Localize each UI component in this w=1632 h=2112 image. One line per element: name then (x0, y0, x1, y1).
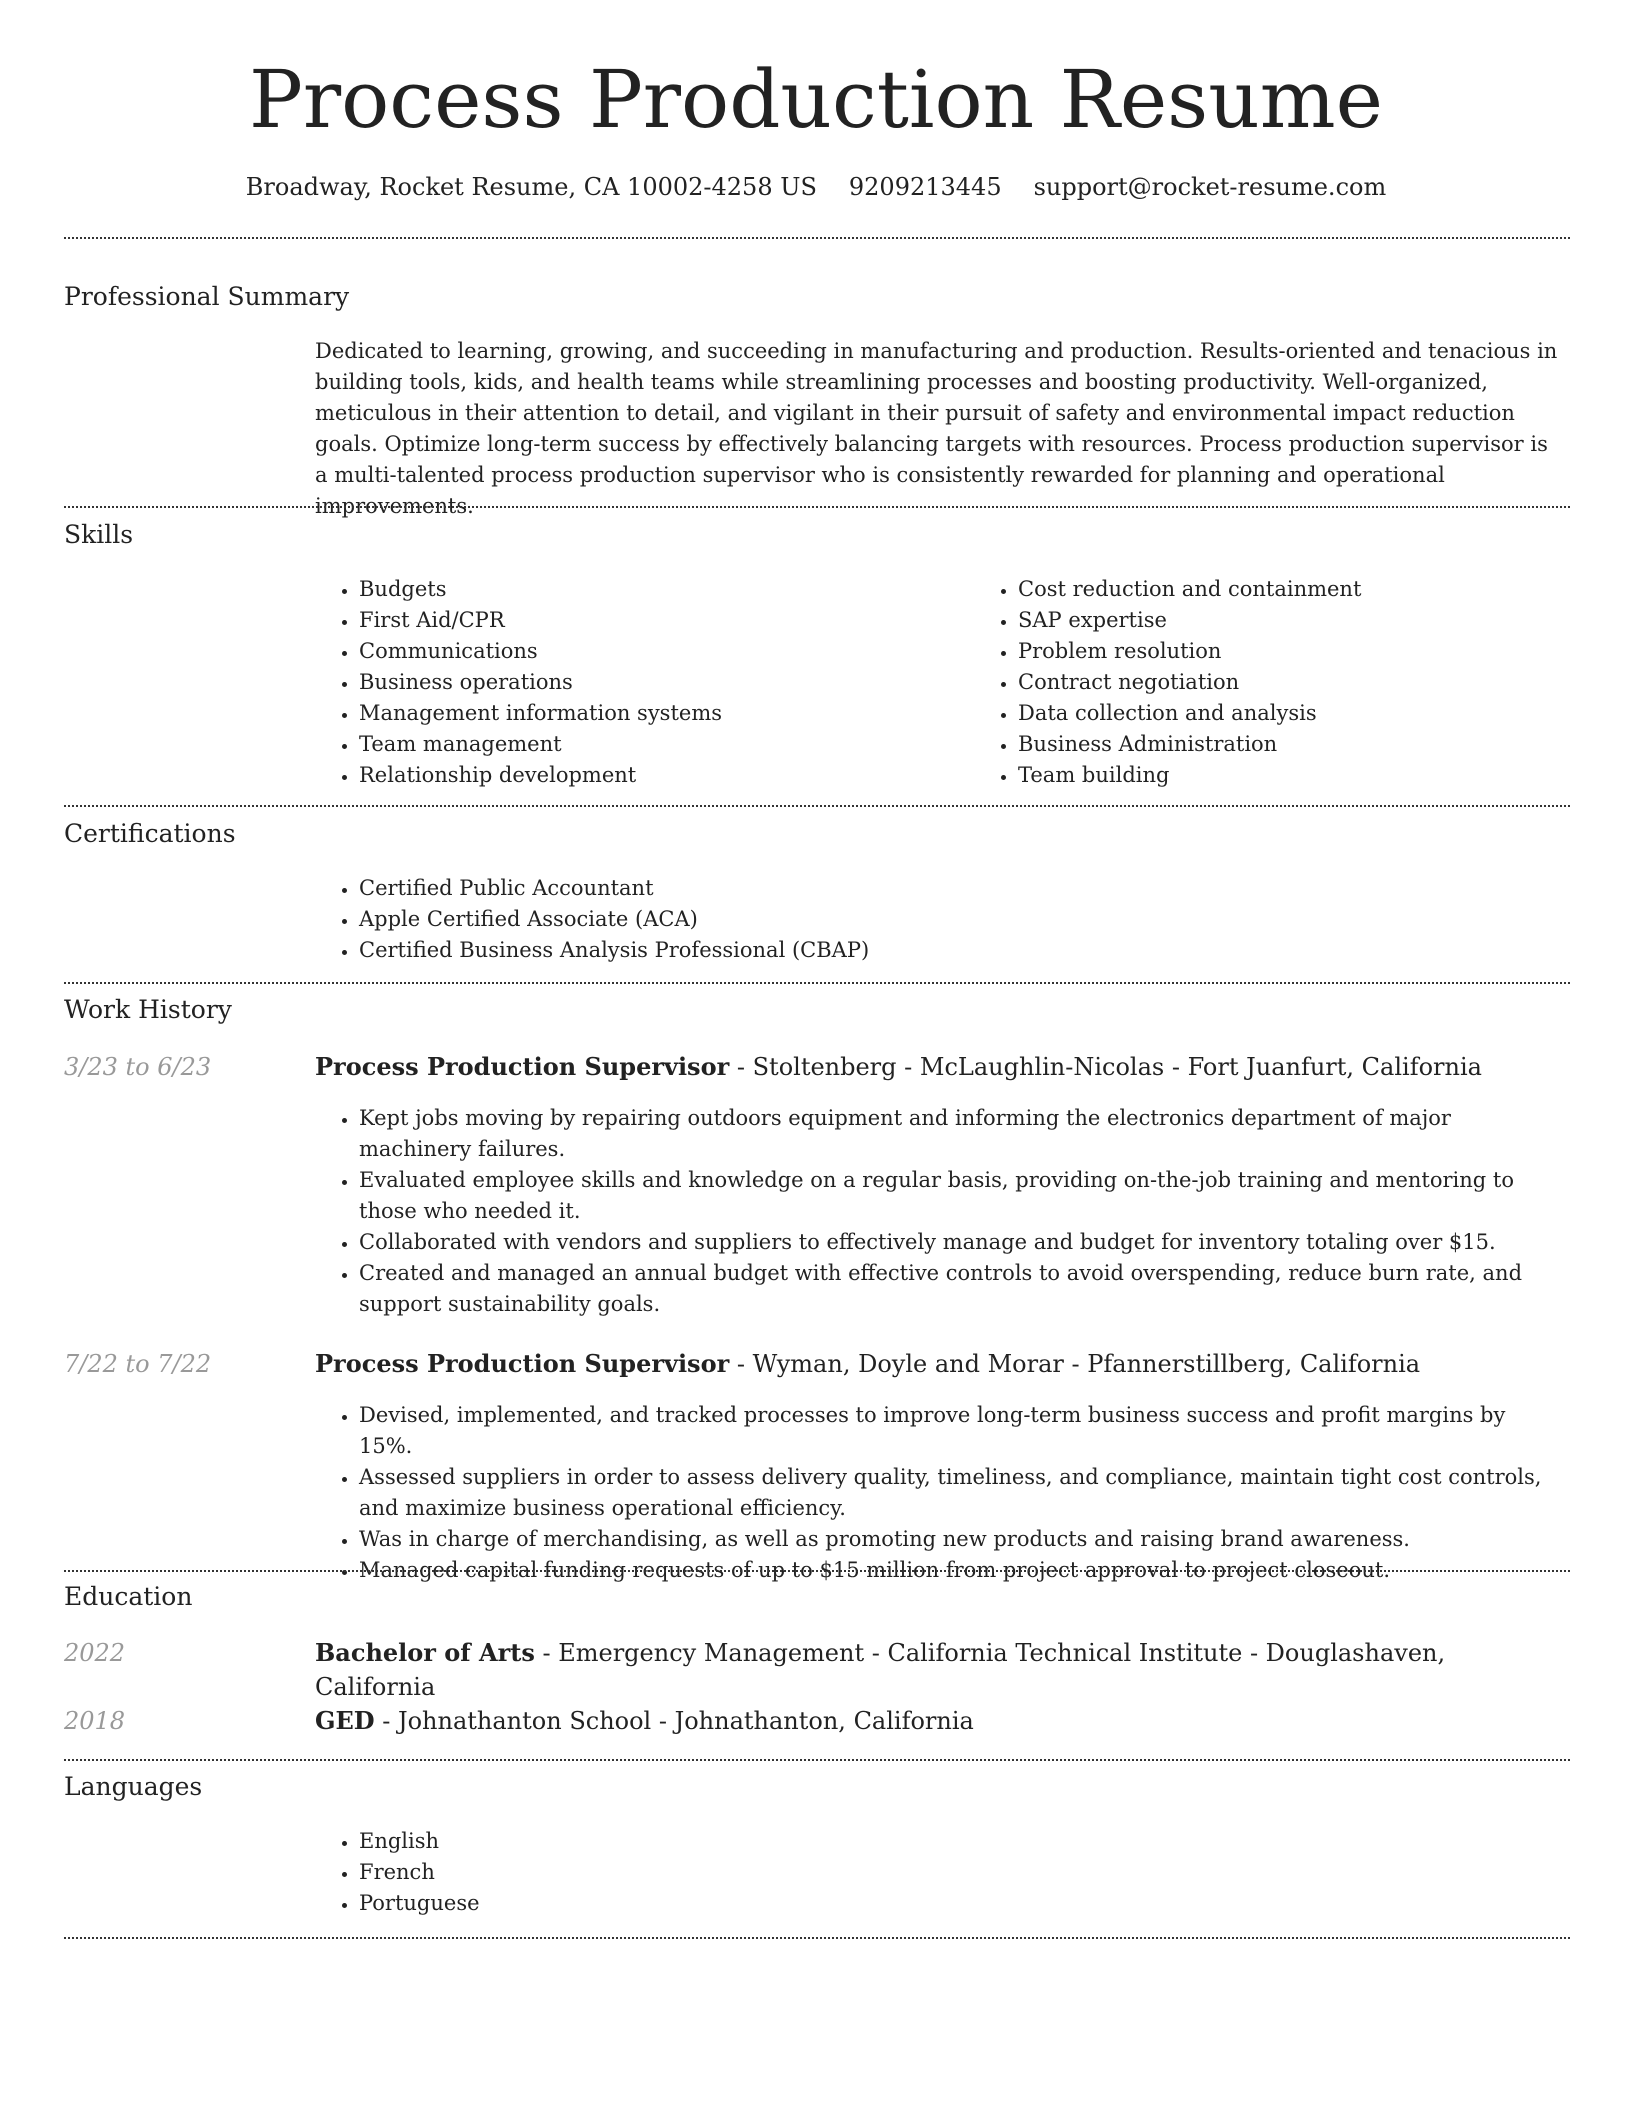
job-role: Process Production Supervisor (315, 1052, 730, 1081)
job-title (315, 1347, 1570, 1381)
education-heading: Education (64, 1582, 193, 1611)
skill-item: • Cost reduction and containment (1018, 574, 1632, 605)
skill-item: • Communications (359, 636, 974, 667)
phone-text: 9209213445 (848, 173, 1002, 201)
job-bullet: • Assessed suppliers in order to assess delivery quality, timeliness, and compliance, maintain tight cost controls, and maximize business operational efficiency. (359, 1462, 1565, 1524)
skill-item: • Contract negotiation (1018, 667, 1632, 698)
certification-item: • Certified Public Accountant (359, 873, 1565, 904)
job-bullets (315, 1103, 1565, 1320)
job-bullet: • Evaluated employee skills and knowledge on a regular basis, providing on-the-job training and mentoring to those who needed it. (359, 1165, 1565, 1227)
certifications-heading: Certifications (64, 819, 236, 848)
education-details: - Emergency Management - California Technical Institute - Douglashaven, California (315, 1639, 1446, 1701)
skill-item: • Problem resolution (1018, 636, 1632, 667)
resume-title: Process Production Resume (249, 53, 1383, 146)
job-bullet: • Created and managed an annual budget with effective controls to avoid overspending, reduce burn rate, and support sustainability goals. (359, 1258, 1565, 1320)
skill-item: • Management information systems (359, 698, 974, 729)
job-bullet: • Managed capital funding requests of up to $15 million from project approval to project closeout. (359, 1555, 1565, 1586)
certification-item: • Apple Certified Associate (ACA) (359, 904, 1565, 935)
certification-item: • Certified Business Analysis Professional (CBAP) (359, 935, 1565, 966)
skills-section (315, 574, 1565, 791)
degree: GED (315, 1706, 375, 1735)
section-divider (64, 805, 1570, 807)
job-dates: 7/22 to 7/22 (64, 1350, 212, 1378)
section-divider (64, 982, 1570, 984)
languages-section (315, 1826, 1565, 1919)
skill-item: • SAP expertise (1018, 605, 1632, 636)
job-bullets (315, 1400, 1565, 1586)
section-divider (64, 1937, 1570, 1939)
job-bullet: • Kept jobs moving by repairing outdoors equipment and informing the electronics department of major machinery failures. (359, 1103, 1565, 1165)
education-year: 2018 (64, 1707, 126, 1735)
language-item: • English (359, 1826, 1565, 1857)
section-divider (64, 1759, 1570, 1761)
education-entry (315, 1704, 1570, 1738)
job-bullet: • Collaborated with vendors and suppliers to effectively manage and budget for inventory totaling over $15. (359, 1227, 1565, 1258)
summary-heading: Professional Summary (64, 282, 350, 311)
skill-item: • Team management (359, 729, 974, 760)
skill-item: • Team building (1018, 760, 1632, 791)
job-bullet: • Devised, implemented, and tracked processes to improve long-term business success and profit margins by 15%. (359, 1400, 1565, 1462)
skill-item: • Data collection and analysis (1018, 698, 1632, 729)
skills-heading: Skills (64, 520, 134, 549)
section-divider (64, 1570, 1570, 1572)
job-dates: 3/23 to 6/23 (64, 1053, 212, 1081)
certifications-list (315, 873, 1565, 966)
education-entry (315, 1636, 1570, 1704)
language-item: • French (359, 1857, 1565, 1888)
certifications-section (315, 873, 1565, 966)
languages-heading: Languages (64, 1772, 203, 1801)
education-details: - Johnathanton School - Johnathanton, California (374, 1707, 974, 1735)
email-text: support@rocket-resume.com (1033, 173, 1387, 201)
skills-list-left (315, 574, 974, 791)
section-divider (64, 237, 1570, 239)
degree: Bachelor of Arts (315, 1638, 535, 1667)
summary-text: Dedicated to learning, growing, and succeeding in manufacturing and production. Results-oriented and tenacious in building tools, kids, and health teams while streamlining processes and boosting productivity. Well-organized, meticulous in their attention to detail, and vigilant in their pursuit of safety and environmental impact reduction goals. Optimize long-term success by effectively balancing targets with resources. Process production supervisor is a multi-talented process production supervisor who is consistently rewarded for planning and operational improvements. (315, 339, 1558, 518)
section-divider (64, 506, 1570, 508)
work-history-heading: Work History (64, 995, 232, 1024)
skill-item: • Business operations (359, 667, 974, 698)
language-item: • Portuguese (359, 1888, 1565, 1919)
summary-section (315, 336, 1565, 522)
job-role: Process Production Supervisor (315, 1349, 730, 1378)
job-details: - Wyman, Doyle and Morar - Pfannerstillberg, California (729, 1350, 1421, 1378)
skill-item: • Relationship development (359, 760, 974, 791)
job-bullet: • Was in charge of merchandising, as well as promoting new products and raising brand awareness. (359, 1524, 1565, 1555)
education-year: 2022 (64, 1639, 126, 1667)
languages-list (315, 1826, 1565, 1919)
job-title (315, 1050, 1570, 1084)
skills-list-right (974, 574, 1632, 791)
skill-item: • First Aid/CPR (359, 605, 974, 636)
skill-item: • Business Administration (1018, 729, 1632, 760)
contact-info (0, 170, 1632, 204)
job-details: - Stoltenberg - McLaughlin-Nicolas - Fort Juanfurt, California (729, 1053, 1482, 1081)
skill-item: • Budgets (359, 574, 974, 605)
address-text: Broadway, Rocket Resume, CA 10002-4258 US (245, 173, 817, 201)
